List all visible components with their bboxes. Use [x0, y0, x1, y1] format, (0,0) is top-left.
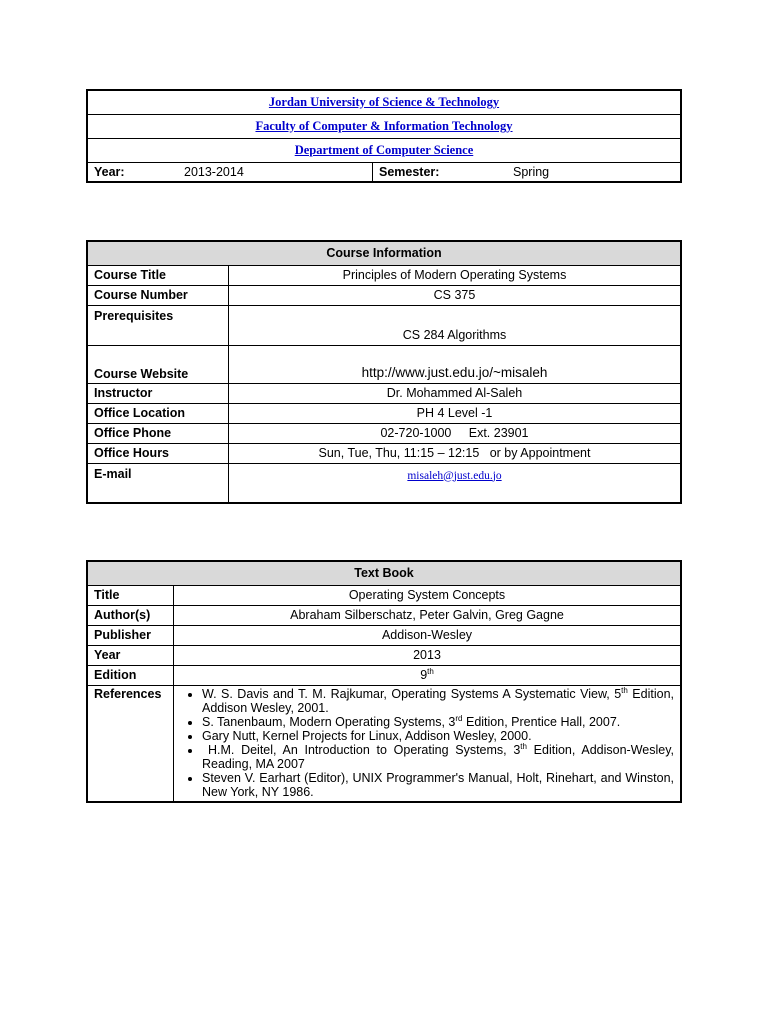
office-hours-label: Office Hours	[87, 443, 229, 463]
publisher-label: Publisher	[87, 625, 174, 645]
course-number-value: CS 375	[229, 285, 682, 305]
semester-cell	[373, 162, 682, 182]
reference-text: S. Tanenbaum, Modern Operating Systems, 3	[202, 714, 456, 729]
book-title-value: Operating System Concepts	[174, 585, 682, 605]
department-name[interactable]: Department of Computer Science	[87, 138, 681, 162]
office-location-label: Office Location	[87, 403, 229, 423]
course-info-heading: Course Information	[87, 241, 681, 265]
reference-item	[202, 687, 674, 715]
year-value: 2013-2014	[184, 164, 244, 179]
email-link[interactable]: misaleh@just.edu.jo	[407, 469, 502, 482]
office-location-value: PH 4 Level -1	[229, 403, 682, 423]
reference-sup: th	[621, 685, 628, 695]
edition-label: Edition	[87, 665, 174, 685]
reference-item	[202, 743, 674, 771]
textbook-heading: Text Book	[87, 561, 681, 585]
prerequisites-label: Prerequisites	[87, 305, 229, 345]
reference-text: Edition, Addison Wesley, 2001.	[202, 686, 674, 715]
edition-value-cell	[174, 665, 682, 685]
office-phone-label: Office Phone	[87, 423, 229, 443]
reference-sup: rd	[455, 713, 463, 723]
course-info-table	[86, 240, 682, 504]
textbook-table	[86, 560, 682, 803]
reference-text: Steven V. Earhart (Editor), UNIX Programmer's Manual, Holt, Rinehart, and Winston, New York, NY 1986.	[202, 770, 674, 799]
instructor-label: Instructor	[87, 383, 229, 403]
publisher-value: Addison-Wesley	[174, 625, 682, 645]
office-phone-value: 02-720-1000 Ext. 23901	[229, 423, 682, 443]
reference-item	[202, 771, 674, 799]
book-year-value: 2013	[174, 645, 682, 665]
references-cell	[174, 685, 682, 802]
reference-text: Edition, Prentice Hall, 2007.	[462, 714, 621, 729]
year-label: Year:	[94, 164, 125, 179]
reference-text: Gary Nutt, Kernel Projects for Linux, Addison Wesley, 2000.	[202, 728, 532, 743]
reference-text: Edition, Addison-Wesley, Reading, MA 2007	[202, 742, 674, 771]
university-name[interactable]: Jordan University of Science & Technology	[87, 90, 681, 114]
book-title-label: Title	[87, 585, 174, 605]
book-year-label: Year	[87, 645, 174, 665]
header-table	[86, 89, 682, 183]
course-number-label: Course Number	[87, 285, 229, 305]
edition-value: 9	[420, 668, 428, 682]
reference-text: W. S. Davis and T. M. Rajkumar, Operating Systems A Systematic View, 5	[202, 686, 622, 701]
instructor-value: Dr. Mohammed Al-Saleh	[229, 383, 682, 403]
prerequisites-value: CS 284 Algorithms	[229, 305, 682, 345]
email-cell	[229, 463, 682, 503]
reference-item	[202, 715, 674, 729]
authors-value: Abraham Silberschatz, Peter Galvin, Greg Gagne	[174, 605, 682, 625]
edition-suffix: th	[427, 666, 434, 676]
authors-label: Author(s)	[87, 605, 174, 625]
reference-text: H.M. Deitel, An Introduction to Operating Systems, 3	[208, 742, 521, 757]
course-title-value: Principles of Modern Operating Systems	[229, 265, 682, 285]
course-website-value[interactable]: http://www.just.edu.jo/~misaleh	[229, 345, 682, 383]
course-title-label: Course Title	[87, 265, 229, 285]
semester-label: Semester:	[379, 164, 440, 179]
semester-value: Spring	[513, 164, 550, 179]
reference-sup: th	[520, 741, 527, 751]
office-hours-value: Sun, Tue, Thu, 11:15 – 12:15 or by Appointment	[229, 443, 682, 463]
faculty-name[interactable]: Faculty of Computer & Information Technology	[87, 114, 681, 138]
reference-item	[202, 729, 674, 743]
references-list	[180, 687, 674, 799]
references-label: References	[87, 685, 174, 802]
email-label: E-mail	[87, 463, 229, 503]
course-website-label: Course Website	[87, 345, 229, 383]
year-cell	[87, 162, 373, 182]
